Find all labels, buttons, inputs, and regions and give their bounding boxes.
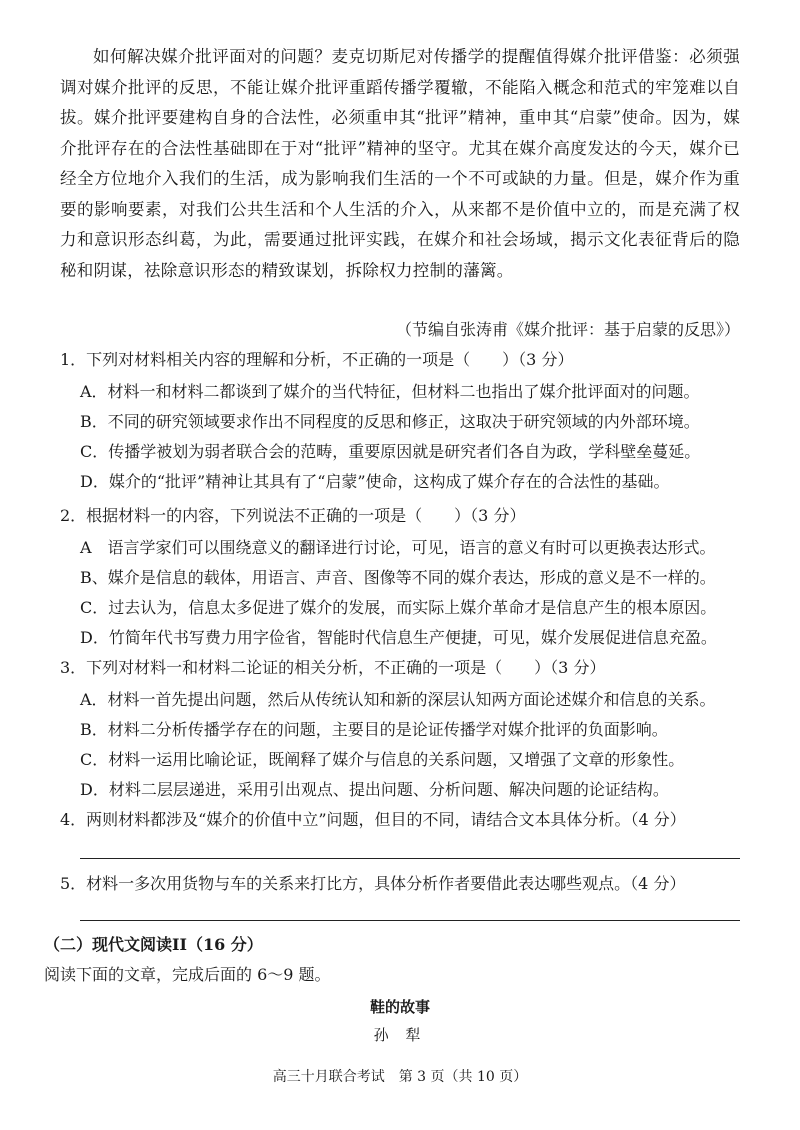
- article-author: 孙 犁: [373, 1026, 427, 1044]
- section-instruction: 阅读下面的文章，完成后面的 6～9 题。: [44, 965, 331, 984]
- article-title: 鞋的故事: [369, 998, 430, 1016]
- question-3-option-d: D．材料二层层递进，采用引出观点、提出问题、分析问题、解决问题的论证结构。: [80, 780, 669, 799]
- question-1-option-d: D．媒介的“批评”精神让其具有了“启蒙”使命，这构成了媒介存在的合法性的基础。: [80, 472, 670, 491]
- question-1-option-c: C．传播学被划为弱者联合会的范畴，重要原因就是研究者们各自为政，学科壁垒蔓延。: [80, 442, 701, 461]
- question-3-option-c: C．材料一运用比喻论证，既阐释了媒介与信息的关系问题，又增强了文章的形象性。: [80, 750, 685, 769]
- question-2-option-a: A 语言学家们可以围绕意义的翻译进行讨论，可见，语言的意义有时可以更换表达形式。: [80, 538, 716, 557]
- question-1-option-a: A．材料一和材料二都谈到了媒介的当代特征，但材料二也指出了媒介批评面对的问题。: [80, 382, 700, 401]
- page-footer: 高三十月联合考试 第 3 页（共 10 页）: [272, 1069, 528, 1085]
- question-4-stem: 4．两则材料都涉及“媒介的价值中立”问题，但目的不同，请结合文本具体分析。（4 分）: [60, 810, 686, 829]
- question-1-option-b: B．不同的研究领域要求作出不同程度的反思和修正，这取决于研究领域的内外部环境。: [80, 412, 700, 431]
- section-heading: （二）现代文阅读II（16 分）: [44, 935, 263, 954]
- question-3-option-b: B．材料二分析传播学存在的问题，主要目的是论证传播学对媒介批评的负面影响。: [80, 720, 668, 739]
- passage-source: （节编自张涛甫《媒介批评：基于启蒙的反思》）: [395, 320, 740, 339]
- answer-line-5[interactable]: [80, 920, 740, 921]
- question-5-stem: 5．材料一多次用货物与车的关系来打比方，具体分析作者要借此表达哪些观点。（4 分）: [60, 874, 686, 893]
- question-1-stem: 1．下列对材料相关内容的理解和分析，不正确的一项是（ ）（3 分）: [60, 350, 574, 369]
- question-2-option-b: B、媒介是信息的载体，用语言、声音、图像等不同的媒介表达，形成的意义是不一样的。: [80, 568, 716, 587]
- answer-line-4[interactable]: [80, 858, 740, 859]
- question-3-option-a: A．材料一首先提出问题，然后从传统认知和新的深层认知两方面论述媒介和信息的关系。: [80, 690, 716, 709]
- question-2-option-c: C．过去认为，信息太多促进了媒介的发展，而实际上媒介革命才是信息产生的根本原因。: [80, 598, 717, 617]
- passage-paragraph: 如何解决媒介批评面对的问题？麦克切斯尼对传播学的提醒值得媒介批评借鉴：必须强调对媒介批评的反思，不能让媒介批评重蹈传播学覆辙，不能陷入概念和范式的牢笼难以自拔。媒介批评要建构自身的合法性，必须重申其“批评”精神，重申其“启蒙”使命。因为，媒介批评存在的合法性基础即在于对“批评”精神的坚守。尤其在媒介高度发达的今天，媒介已经全方位地介入我们的生活，成为影响我们生活的一个不可或缺的力量。但是，媒介作为重要的影响要素，对我们公共生活和个人生活的介入，从来都不是价值中立的，而是充满了权力和意识形态纠葛，为此，需要通过批评实践，在媒介和社会场域，揭示文化表征背后的隐秘和阴谋，祛除意识形态的精致谋划，拆除权力控制的藩篱。: [60, 47, 740, 280]
- question-3-stem: 3．下列对材料一和材料二论证的相关分析，不正确的一项是（ ）（3 分）: [60, 658, 606, 677]
- question-2-stem: 2．根据材料一的内容，下列说法不正确的一项是（ ）（3 分）: [60, 506, 526, 525]
- question-2-option-d: D．竹简年代书写费力用字俭省，智能时代信息生产便捷，可见，媒介发展促进信息充盈。: [80, 628, 717, 647]
